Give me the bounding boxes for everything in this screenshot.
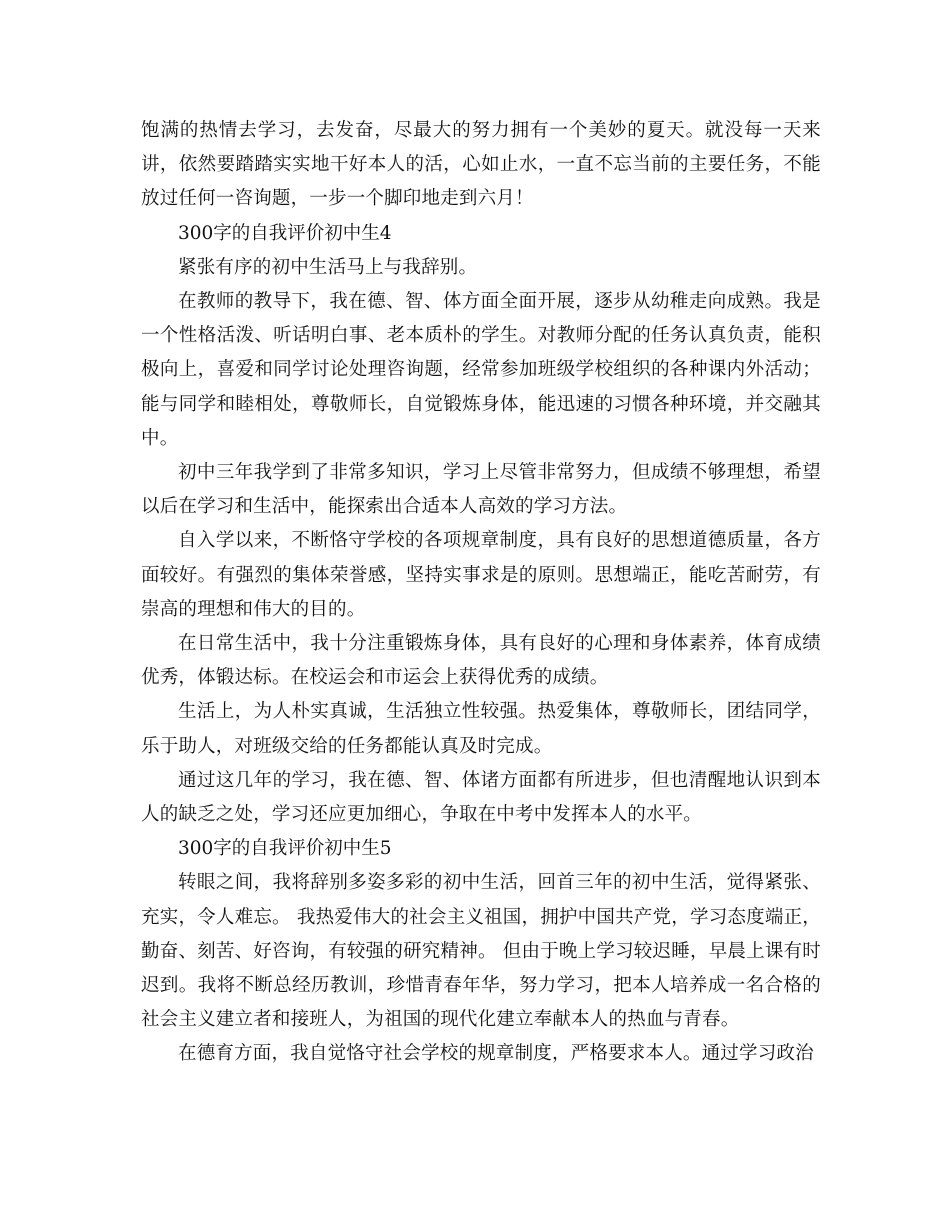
paragraph: 通过这几年的学习，我在德、智、体诸方面都有所进步，但也清醒地认识到本人的缺乏之处，学习还应更加细心，争取在中考中发挥本人的水平。 bbox=[141, 769, 821, 826]
document-body bbox=[141, 114, 821, 1072]
paragraph: 初中三年我学到了非常多知识，学习上尽管非常努力，但成绩不够理想，希望以后在学习和生活中，能探索出合适本人高效的学习方法。 bbox=[141, 462, 821, 518]
paragraph: 生活上，为人朴实真诚，生活独立性较强。热爱集体，尊敬师长，团结同学，乐于助人，对班级交给的任务都能认真及时完成。 bbox=[141, 701, 821, 757]
paragraph: 在日常生活中，我十分注重锻炼身体，具有良好的心理和身体素养，体育成绩优秀，体锻达标。在校运会和市运会上获得优秀的成绩。 bbox=[141, 633, 821, 689]
paragraph: 紧张有序的初中生活马上与我辞别。 bbox=[178, 256, 478, 278]
paragraph: 自入学以来，不断恪守学校的各项规章制度，具有良好的思想道德质量，各方面较好。有强烈的集体荣誉感，坚持实事求是的原则。思想端正，能吃苦耐劳，有崇高的理想和伟大的目的。 bbox=[141, 530, 821, 620]
paragraph: 在德育方面，我自觉恪守社会学校的规章制度，严格要求本人。通过学习政治 bbox=[178, 1043, 814, 1065]
paragraph: 转眼之间，我将辞别多姿多彩的初中生活，回首三年的初中生活，觉得紧张、充实，令人难忘。 我热爱伟大的社会主义祖国，拥护中国共产党，学习态度端正，勤奋、刻苦、好咨询，有较强的研究精神。 但由于晚上学习较迟睡，早晨上课有时迟到。我将不断总经历教训，珍惜青春年华，努力学习，把本人培养成一名合格的社会主义建立者和接班人，为祖国的现代化建立奉献本人的热血与青春。 bbox=[141, 872, 821, 1031]
paragraph: 在教师的教导下，我在德、智、体方面全面开展，逐步从幼稚走向成熟。我是一个性格活泼、听话明白事、老本质朴的学生。对教师分配的任务认真负责，能积极向上，喜爱和同学讨论处理咨询题，经常参加班级学校组织的各种课内外活动；能与同学和睦相处，尊敬师长，自觉锻炼身体，能迅速的习惯各种环境，并交融其中。 bbox=[141, 291, 821, 449]
paragraph: 饱满的热情去学习，去发奋，尽最大的努力拥有一个美妙的夏天。就没每一天来讲，依然要踏踏实实地干好本人的活，心如止水，一直不忘当前的主要任务，不能放过任何一咨询题，一步一个脚印地走到六月！ bbox=[141, 120, 821, 210]
section-heading: 300字的自我评价初中生4 bbox=[178, 222, 392, 244]
section-heading: 300字的自我评价初中生5 bbox=[178, 838, 392, 860]
